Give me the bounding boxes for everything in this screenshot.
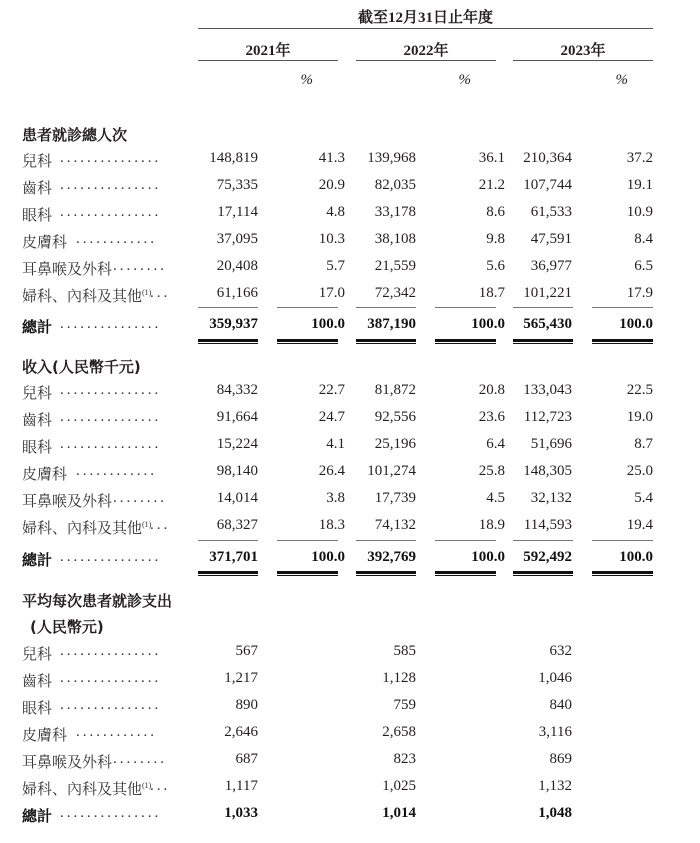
pct-2023: 5.4 [634, 490, 653, 506]
pct-2022: 36.1 [478, 150, 505, 166]
value-2023: 133,043 [523, 382, 572, 398]
table-row [0, 463, 700, 489]
table-row [0, 670, 700, 696]
row-label: 耳鼻喉及外科 [22, 494, 113, 510]
pct-2021: 41.3 [318, 150, 345, 166]
pct-2022: 23.6 [478, 409, 505, 425]
value-2022: 392,769 [367, 549, 416, 565]
value-2021: 687 [235, 751, 258, 767]
value-2023: 1,046 [538, 670, 572, 686]
pct-2022: 20.8 [478, 382, 505, 398]
row-label: 兒科 [22, 386, 53, 402]
pct-2021: 3.8 [326, 490, 345, 506]
subtotal-rule [592, 307, 653, 308]
pct-2022: 100.0 [471, 316, 505, 332]
row-label [22, 778, 151, 799]
leader-dots: ............ [76, 463, 157, 479]
row-label: 兒科 [22, 154, 53, 170]
value-2021: 37,095 [216, 231, 258, 247]
table-row [0, 150, 700, 176]
row-label-text: 婦科、內科及其他 [22, 289, 143, 305]
value-2023: 632 [549, 643, 572, 659]
year-2023-header: 2023年 [560, 43, 606, 59]
table-row [0, 177, 700, 203]
row-label: 齒科 [22, 181, 53, 197]
row-label: 眼科 [22, 701, 53, 717]
value-2021: 91,664 [216, 409, 258, 425]
pct-2022: 18.9 [478, 517, 505, 533]
value-2022: 387,190 [367, 316, 416, 332]
value-2021: 2,646 [224, 724, 258, 740]
pct-2023: 19.1 [626, 177, 653, 193]
leader-dots: ............... [60, 805, 162, 821]
value-2023: 114,593 [523, 517, 572, 533]
value-2021: 20,408 [216, 258, 258, 274]
value-2021: 14,014 [216, 490, 258, 506]
pct-2022: 4.5 [486, 490, 505, 506]
section-title-revenue: 收入(人民幣千元) [22, 358, 141, 376]
value-2023: 47,591 [530, 231, 572, 247]
total-double-rule [513, 571, 573, 576]
value-2022: 585 [393, 643, 416, 659]
row-label: 眼科 [22, 208, 53, 224]
footnote-marker: (1) [142, 781, 152, 790]
row-label: 眼科 [22, 440, 53, 456]
value-2023: 1,132 [538, 778, 572, 794]
pct-2023: 17.9 [626, 285, 653, 301]
leader-dots: ........ [113, 490, 167, 506]
table-row [0, 409, 700, 435]
value-2023: 1,048 [538, 805, 572, 821]
pct-2023: 100.0 [619, 549, 653, 565]
row-label-text: 婦科、內科及其他 [22, 521, 143, 537]
leader-dots: ............... [60, 436, 162, 452]
leader-dots: ... [150, 778, 171, 794]
value-2023: 148,305 [523, 463, 572, 479]
value-2022: 1,025 [382, 778, 416, 794]
total-double-rule [435, 339, 496, 344]
pct-2023: 10.9 [626, 204, 653, 220]
row-label: 皮膚科 [22, 728, 68, 744]
value-2022: 38,108 [374, 231, 416, 247]
subtotal-rule [435, 540, 496, 541]
value-2021: 84,332 [216, 382, 258, 398]
value-2022: 823 [393, 751, 416, 767]
value-2023: 107,744 [523, 177, 572, 193]
value-2022: 1,014 [382, 805, 416, 821]
row-label: 耳鼻喉及外科 [22, 755, 113, 771]
total-double-rule [198, 339, 258, 344]
leader-dots: ............... [60, 382, 162, 398]
total-double-rule [277, 571, 338, 576]
pct-2021: 24.7 [318, 409, 345, 425]
year-2021-rule [198, 60, 338, 61]
pct-2021: 20.9 [318, 177, 345, 193]
value-2021: 75,335 [216, 177, 258, 193]
row-label-text: 婦科、內科及其他 [22, 782, 143, 798]
value-2022: 25,196 [374, 436, 416, 452]
value-2023: 592,492 [523, 549, 572, 565]
total-double-rule [592, 339, 653, 344]
pct-2022: 21.2 [478, 177, 505, 193]
value-2022: 81,872 [374, 382, 416, 398]
pct-2022: 18.7 [478, 285, 505, 301]
table-row [0, 490, 700, 516]
value-2021: 1,217 [224, 670, 258, 686]
period-title: 截至12月31日止年度 [357, 10, 493, 26]
value-2021: 15,224 [216, 436, 258, 452]
pct-2021: 17.0 [318, 285, 345, 301]
section-title-patient-visits: 患者就診總人次 [22, 126, 128, 144]
footnote-marker: (1) [142, 288, 152, 297]
total-double-rule [277, 339, 338, 344]
value-2021: 359,937 [209, 316, 258, 332]
row-label [22, 285, 151, 306]
row-label: 兒科 [22, 647, 53, 663]
leader-dots: ............... [60, 670, 162, 686]
row-label: 皮膚科 [22, 467, 68, 483]
leader-dots: ............... [60, 549, 162, 565]
value-2022: 72,342 [374, 285, 416, 301]
pct-2022: 25.8 [478, 463, 505, 479]
table-row [0, 724, 700, 750]
pct-2021: 100.0 [311, 549, 345, 565]
leader-dots: ............... [60, 409, 162, 425]
value-2023: 32,132 [530, 490, 572, 506]
value-2022: 33,178 [374, 204, 416, 220]
pct-2021: 4.1 [326, 436, 345, 452]
pct-2023: 6.5 [634, 258, 653, 274]
subtotal-rule [277, 307, 338, 308]
value-2022: 2,658 [382, 724, 416, 740]
pct-2023: 22.5 [626, 382, 653, 398]
row-label: 總計 [22, 320, 53, 336]
leader-dots: ... [150, 285, 171, 301]
row-label: 總計 [22, 553, 53, 569]
leader-dots: ............... [60, 316, 162, 332]
section-subtitle-unit: (人民幣元) [30, 618, 104, 636]
total-double-rule [356, 571, 416, 576]
table-row [0, 204, 700, 230]
value-2022: 101,274 [367, 463, 416, 479]
table-row [0, 778, 700, 804]
table-row [0, 697, 700, 723]
leader-dots: ........ [113, 751, 167, 767]
value-2023: 51,696 [530, 436, 572, 452]
leader-dots: ... [150, 517, 171, 533]
year-2021-header: 2021年 [245, 43, 291, 59]
subtotal-rule [356, 540, 416, 541]
value-2021: 148,819 [209, 150, 258, 166]
value-2021: 98,140 [216, 463, 258, 479]
value-2021: 371,701 [209, 549, 258, 565]
subtotal-rule [198, 307, 258, 308]
value-2023: 210,364 [523, 150, 572, 166]
pct-2021: 22.7 [318, 382, 345, 398]
row-label: 耳鼻喉及外科 [22, 262, 113, 278]
pct-header-2021: % [300, 72, 313, 88]
value-2021: 68,327 [216, 517, 258, 533]
pct-2023: 37.2 [626, 150, 653, 166]
pct-2022: 8.6 [486, 204, 505, 220]
pct-2021: 4.8 [326, 204, 345, 220]
value-2022: 139,968 [367, 150, 416, 166]
leader-dots: ............... [60, 643, 162, 659]
total-double-rule [356, 339, 416, 344]
pct-2021: 26.4 [318, 463, 345, 479]
value-2023: 565,430 [523, 316, 572, 332]
pct-2023: 19.4 [626, 517, 653, 533]
subtotal-rule [356, 307, 416, 308]
row-label [22, 517, 151, 538]
total-double-rule [435, 571, 496, 576]
pct-2021: 5.7 [326, 258, 345, 274]
pct-2022: 5.6 [486, 258, 505, 274]
table-row [0, 751, 700, 777]
value-2022: 92,556 [374, 409, 416, 425]
value-2023: 112,723 [523, 409, 572, 425]
table-row [0, 258, 700, 284]
leader-dots: ............ [76, 724, 157, 740]
value-2023: 101,221 [523, 285, 572, 301]
value-2022: 1,128 [382, 670, 416, 686]
table-row [0, 643, 700, 669]
pct-2023: 25.0 [626, 463, 653, 479]
table-row [0, 436, 700, 462]
pct-2023: 100.0 [619, 316, 653, 332]
leader-dots: ............... [60, 177, 162, 193]
subtotal-rule [435, 307, 496, 308]
value-2021: 61,166 [216, 285, 258, 301]
year-2022-header: 2022年 [403, 43, 449, 59]
value-2023: 869 [549, 751, 572, 767]
subtotal-rule [513, 307, 573, 308]
pct-2022: 6.4 [486, 436, 505, 452]
value-2022: 82,035 [374, 177, 416, 193]
value-2023: 36,977 [530, 258, 572, 274]
leader-dots: ............... [60, 204, 162, 220]
row-label: 皮膚科 [22, 235, 68, 251]
year-2022-rule [356, 60, 496, 61]
value-2022: 21,559 [374, 258, 416, 274]
subtotal-rule [198, 540, 258, 541]
value-2022: 17,739 [374, 490, 416, 506]
total-double-rule [513, 339, 573, 344]
pct-2021: 100.0 [311, 316, 345, 332]
pct-2022: 100.0 [471, 549, 505, 565]
value-2022: 759 [393, 697, 416, 713]
footnote-marker: (1) [142, 520, 152, 529]
value-2021: 1,033 [224, 805, 258, 821]
pct-2021: 18.3 [318, 517, 345, 533]
header-rule [198, 28, 653, 29]
year-2023-rule [513, 60, 653, 61]
leader-dots: ........ [113, 258, 167, 274]
pct-header-2022: % [458, 72, 471, 88]
subtotal-rule [513, 540, 573, 541]
section-title-avg-spending: 平均每次患者就診支出 [22, 592, 173, 610]
subtotal-rule [592, 540, 653, 541]
pct-2022: 9.8 [486, 231, 505, 247]
total-row [0, 805, 700, 831]
pct-2023: 8.7 [634, 436, 653, 452]
leader-dots: ............... [60, 150, 162, 166]
leader-dots: ............ [76, 231, 157, 247]
value-2023: 840 [549, 697, 572, 713]
subtotal-rule [277, 540, 338, 541]
pct-2023: 8.4 [634, 231, 653, 247]
pct-2023: 19.0 [626, 409, 653, 425]
value-2023: 61,533 [530, 204, 572, 220]
value-2022: 74,132 [374, 517, 416, 533]
value-2023: 3,116 [538, 724, 572, 740]
pct-header-2023: % [615, 72, 628, 88]
row-label: 齒科 [22, 413, 53, 429]
value-2021: 17,114 [217, 204, 258, 220]
total-double-rule [198, 571, 258, 576]
pct-2021: 10.3 [318, 231, 345, 247]
value-2021: 1,117 [224, 778, 258, 794]
table-row [0, 231, 700, 257]
total-double-rule [592, 571, 653, 576]
leader-dots: ............... [60, 697, 162, 713]
value-2021: 567 [235, 643, 258, 659]
table-row [0, 382, 700, 408]
value-2021: 890 [235, 697, 258, 713]
row-label: 總計 [22, 809, 53, 825]
row-label: 齒科 [22, 674, 53, 690]
